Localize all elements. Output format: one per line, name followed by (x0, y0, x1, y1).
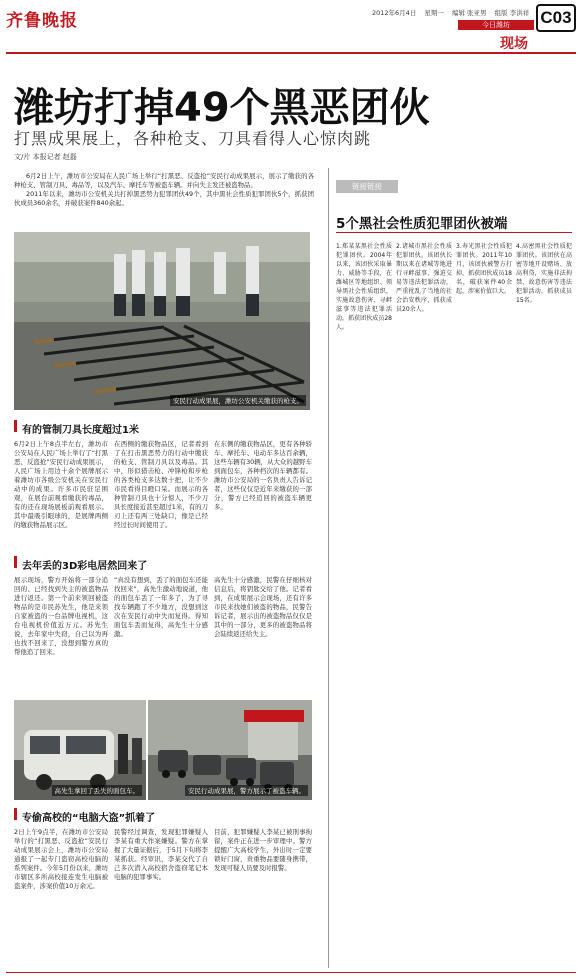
section-heading: 有的管制刀具长度超过1米 (22, 425, 139, 436)
issue-weekday: 星期一 (424, 9, 444, 17)
heading-accent-bar (14, 420, 17, 432)
photo-caption: 高先生拿回了丢失的面包车。 (52, 785, 143, 796)
vehicles-display-photo (148, 700, 312, 800)
article-lead (14, 172, 314, 228)
sidebar-column: 4.高密黑社会性质犯罪团伙。该团伙在高密等地开设赌场、放高利贷，实施非法拘禁、故意伤害等违法犯罪活动，抓获成员15名。 (516, 243, 572, 304)
photo-caption: 安民行动成果展，警方展示了被盗车辆。 (185, 785, 308, 796)
article-column: 6月2日上午8点半左右，潍坊市公安局在人民广场上举行了“打黑恶、反盗抢”安民行动成果展示，人民广场上用边十余个展牌展示着潍坊市各级公安机关在安民行动中的成果。许多市民驻足围观，在展台前观看缴获的毒品，有的还在现场展板前观看展示。其中最吸引眼球的，是展牌两侧的缴获物品展示区。 (14, 440, 108, 529)
designer-credit: 组版 李洪祥 (494, 9, 530, 17)
issue-meta (372, 8, 535, 17)
region-tag: 今日潍坊 (458, 20, 534, 30)
article-column: 在西侧的缴获物品区，记者看到了在打击黑恶势力的行动中缴获的枪支、管制刀具以及毒品。其中，形似猎击枪、冲锋枪和步枪的各类枪支多达数十把，让不少市民看得目瞪口呆。而展示的各种管制刀具也十分惊人，不少刀具长度接近甚至超过1米，有的刀刃上还有两三处缺口，像是已经经过长时间使用了。 (114, 440, 208, 529)
sidebar-column: 2.诸城市黑社会性质犯罪团伙。该团伙长期以来在诸城等地进行寻衅滋事、强迫交易等违法犯罪活动，严重扰乱了当地的社会治安秩序，抓获成员20余人。 (396, 243, 452, 313)
sidebar-column: 1.郑某某黑社会性质犯罪团伙。2004年以来，该团伙采取暴力、威胁等手段，在潍城区等地组织、领导黑社会性质组织，实施故意伤害、寻衅滋事等违法犯罪活动，抓获团伙成员28人。 (336, 243, 392, 331)
sidebar-rule (336, 232, 572, 233)
sidebar-title: 5个黑社会性质犯罪团伙被端 (336, 216, 508, 232)
weapons-display-photo (14, 232, 310, 410)
page-number: C03 (536, 4, 576, 32)
issue-date: 2012年6月4日 (372, 9, 417, 17)
sidebar-tag: 链接链接 (336, 180, 398, 193)
article-column: 目前，犯罪嫌疑人李某已被刑事拘留，案件正在进一步审理中。警方提醒广大高校学生，外出时一定要锁好门窗，贵重物品要随身携带，发现可疑人员要及时报警。 (214, 828, 312, 872)
page-title: 潍坊打掉49个黑恶团伙 (14, 85, 430, 131)
section-heading: 专偷高校的“电脑大盗”抓着了 (22, 813, 156, 824)
article-column: 2日上午9点半，在潍坊市公安局举行的“打黑恶、反盗抢”安民行动成果展示会上，潍坊市公安局通报了一起专门盗窃高校电脑的系列案件。今年5月份以来，潍坊市辖区多所高校接连发生电脑被盗案件，涉案价值10万余元。 (14, 828, 108, 890)
section-heading: 去年丢的3D彩电居然回来了 (22, 561, 148, 572)
article-byline: 文/片 本报记者 赵磊 (14, 153, 77, 161)
article-column: 在东侧的缴获物品区，更有各种轿车、摩托车、电动车多达百余辆，这些车辆有30辆，从大众的越野车到面包车，各种档次的车辆都有。潍坊市公安局的一名负责人告诉记者，这些仅仅是近年来缴获的一部分，警方已经追回的被盗车辆更多。 (214, 440, 312, 511)
newspaper-logo: 齐鲁晚报 (6, 11, 78, 31)
heading-accent-bar (14, 556, 17, 568)
article-column: “真没有想到，丢了的面包车还能找回来”，高先生激动地说道，他的面包车丢了一年多了，为了寻找车辆跑了不少地方，没想到这次在安民行动中失而复得。得知面包车丢而复得，高先生十分感激。 (114, 576, 208, 638)
article-column: 民警经过调查，发现犯罪嫌疑人李某有重大作案嫌疑。警方在掌握了大量证据后，于5月下旬将李某抓获。经审讯，李某交代了自己多次潜入高校宿舍盗窃笔记本电脑的犯罪事实。 (114, 828, 208, 881)
heading-accent-bar (14, 808, 17, 820)
editor-credit: 编辑 张亚男 (451, 9, 487, 17)
photo-caption: 安民行动成果展，潍坊公安机关缴获的枪支。 (170, 395, 306, 406)
section-label: 现场 (500, 36, 528, 52)
page-bottom-rule (6, 972, 576, 973)
lead-paragraph: 2011年以来，潍坊市公安机关共打掉黑恶势力犯罪团伙49个，其中黑社会性质犯罪团伙5个，抓获团伙成员360余名，并破获案件840余起。 (14, 190, 314, 207)
sidebar-column: 3.寿光黑社会性质犯罪团伙。2011年10月，该团伙被警方打掉，抓获团伙成员18名，破获案件40余起，涉案价值巨大。 (456, 243, 512, 295)
article-column: 高先生十分感激，民警在仔细核对信息后，将钥匙交给了他。记者看到，在成果展示会现场，还有许多市民来找她们被盗的物品，民警告诉记者，展示出的被盗物品仅仅是其中的一部分，更多的被盗物品将会陆续返还给失主。 (214, 576, 312, 638)
lead-paragraph: 6月2日上午，潍坊市公安局在人民广场上举行“打黑恶、反盗抢”安民行动成果展示，展示了缴获的各种枪支、管制刀具、毒品等，以及汽车、摩托车等被盗车辆。并向失主发还被盗物品。 (14, 172, 314, 189)
masthead-rule (6, 52, 576, 54)
article-column: 展示现场，警方开始将一部分追回的、已经找到失主的被盗物品进行返还。第一个前来领回被盗物品的是市民苏先生，他是来领自家被盗的一台品牌电视机，这台电视机价值近万元。苏先生说，去年家中失窃，自己以为再也找不回来了，没想到警方真的帮他追了回来。 (14, 576, 108, 656)
article-subtitle: 打黑成果展上，各种枪支、刀具看得人心惊肉跳 (14, 129, 372, 148)
van-return-photo (14, 700, 146, 800)
